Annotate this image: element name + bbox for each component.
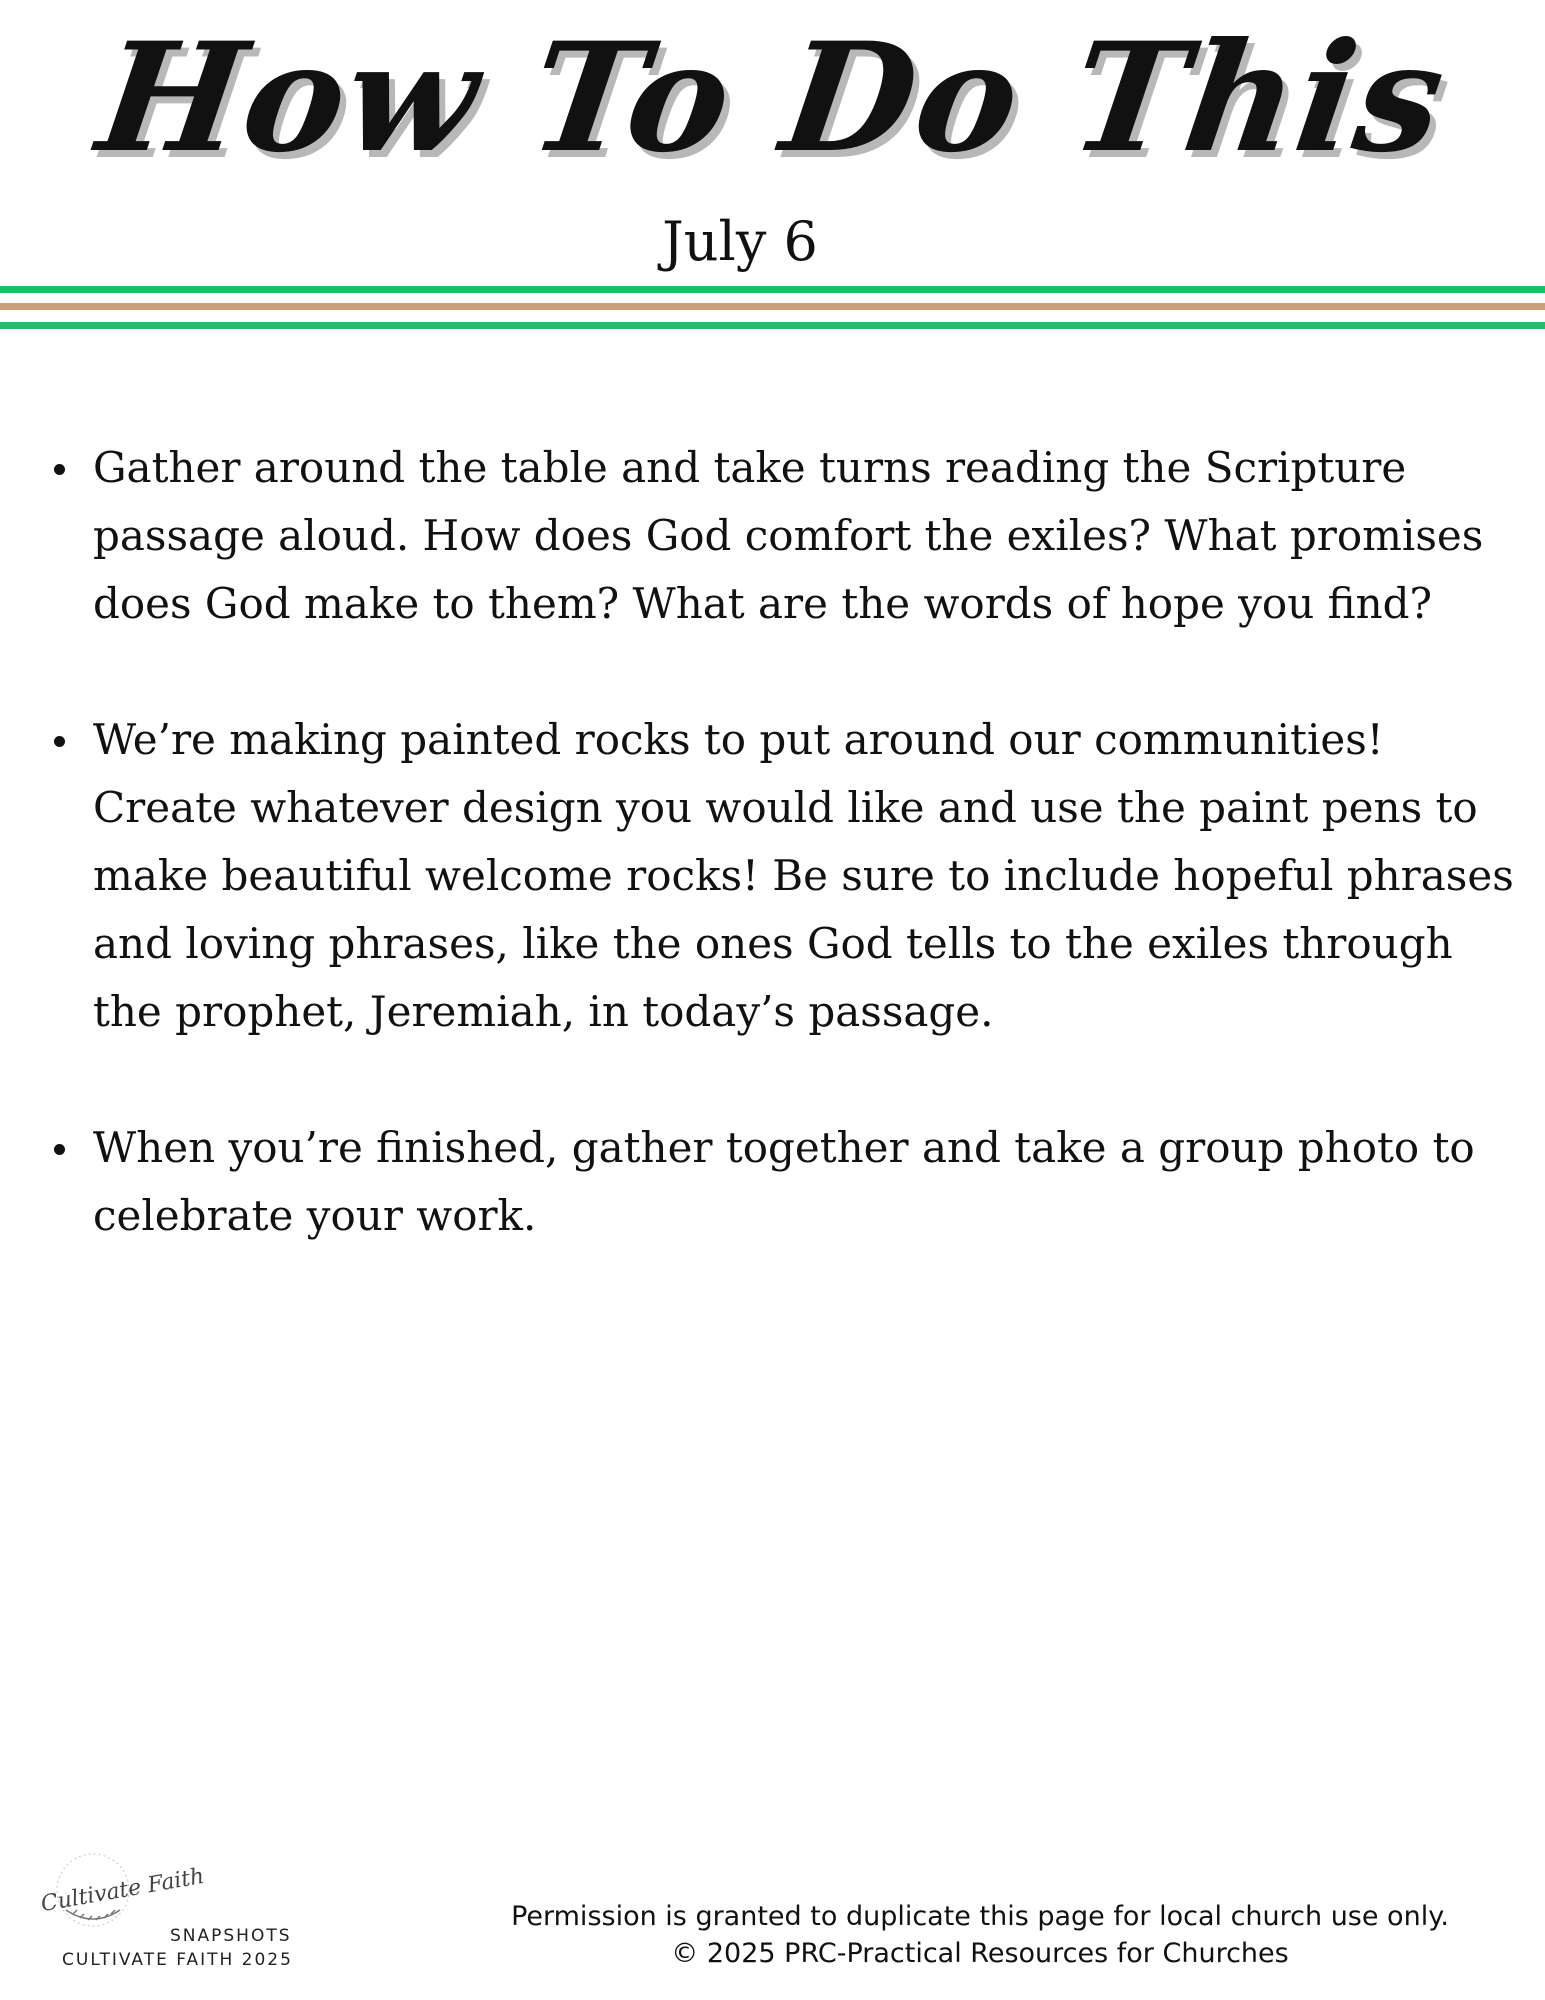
- divider-stripe-green-bottom: [0, 322, 1545, 329]
- permission-line: Permission is granted to duplicate this page for local church use only.: [511, 1901, 1449, 1932]
- divider-stripe-green-top: [0, 286, 1545, 293]
- instruction-text: When you’re finished, gather together and take a group photo to celebrate your work.: [93, 1123, 1475, 1240]
- date-heading: July 6: [662, 210, 818, 273]
- instruction-text: Gather around the table and take turns reading the Scripture passage aloud. How does God comfort the exiles? What promises does God make to them? What are the words of hope you find?: [93, 443, 1484, 628]
- copyright-line: © 2025 PRC-Practical Resources for Churches: [671, 1938, 1289, 1969]
- instruction-item: [48, 1114, 1528, 1250]
- instruction-item: [48, 434, 1528, 638]
- page-title: How To Do This: [88, 10, 1456, 186]
- bullet-icon: [54, 464, 65, 475]
- series-label: SNAPSHOTS: [170, 1926, 292, 1946]
- instruction-list: [48, 434, 1528, 1318]
- logo-wordmark: Cultivate Faith: [39, 1863, 207, 1918]
- instruction-item: [48, 706, 1528, 1046]
- divider-stripe-tan: [0, 303, 1545, 310]
- instruction-text: We’re making painted rocks to put around our communities! Create whatever design you would like and use the paint pens to make beautiful welcome rocks! Be sure to include hopeful phrases and loving phrases, like the ones God tells to the exiles through the prophet, Jeremiah, in today’s passage.: [93, 715, 1514, 1036]
- bullet-icon: [54, 736, 65, 747]
- permission-notice: [480, 1898, 1480, 1972]
- program-label: CULTIVATE FAITH 2025: [62, 1950, 293, 1970]
- bullet-icon: [54, 1144, 65, 1155]
